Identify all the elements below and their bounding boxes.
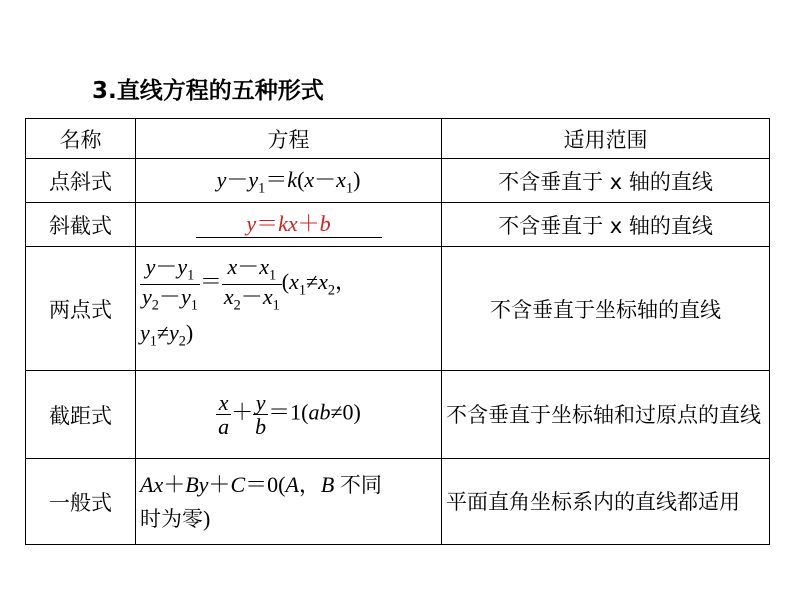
- fraction: $\frac{x}{a}$: [218, 389, 230, 439]
- row-name: 两点式: [26, 247, 136, 371]
- row-scope: 不含垂直于坐标轴和过原点的直线: [442, 371, 770, 459]
- table-row: [26, 247, 770, 371]
- header-name: 名称: [26, 119, 136, 159]
- table-row: [26, 459, 770, 545]
- table-row: [26, 159, 770, 203]
- table-header-row: [26, 119, 770, 159]
- general-equation: Ax＋By＋C＝0(A，B 不同 时为零): [136, 459, 442, 545]
- row-scope: 不含垂直于 x 轴的直线: [442, 203, 770, 247]
- table-row: [26, 371, 770, 459]
- row-scope: 平面直角坐标系内的直线都适用: [442, 459, 770, 545]
- fraction: $\frac{y-y_1}{y_2-y_1}$: [142, 254, 198, 314]
- table-row: [26, 203, 770, 247]
- point-slope-equation: $y-y_1=k(x-x_1)$: [136, 159, 442, 203]
- row-name: 斜截式: [26, 203, 136, 247]
- header-scope: 适用范围: [442, 119, 770, 159]
- answer-blank: y＝kx＋b: [196, 211, 382, 238]
- row-name: 点斜式: [26, 159, 136, 203]
- slope-intercept-equation: [136, 203, 442, 247]
- section-title: 3.直线方程的五种形式: [92, 78, 324, 104]
- row-scope: 不含垂直于 x 轴的直线: [442, 159, 770, 203]
- header-equation: 方程: [136, 119, 442, 159]
- two-point-equation: $\frac{y-y_1}{y_2-y_1}$ ＝ $\frac{x-x_1}{x_2-x_1}$ ($x_1\ne x_2$， $y_1\ne y_2$): [136, 247, 442, 371]
- fraction: $\frac{x-x_1}{x_2-x_1}$: [223, 254, 280, 314]
- row-name: 截距式: [26, 371, 136, 459]
- fraction: $\frac{y}{b}$: [255, 389, 267, 439]
- intercept-equation: $\frac{x}{a}$ ＋ $\frac{y}{b}$ ＝1(ab≠0): [136, 371, 442, 459]
- line-equation-forms-table: [25, 118, 770, 545]
- row-scope: 不含垂直于坐标轴的直线: [442, 247, 770, 371]
- row-name: 一般式: [26, 459, 136, 545]
